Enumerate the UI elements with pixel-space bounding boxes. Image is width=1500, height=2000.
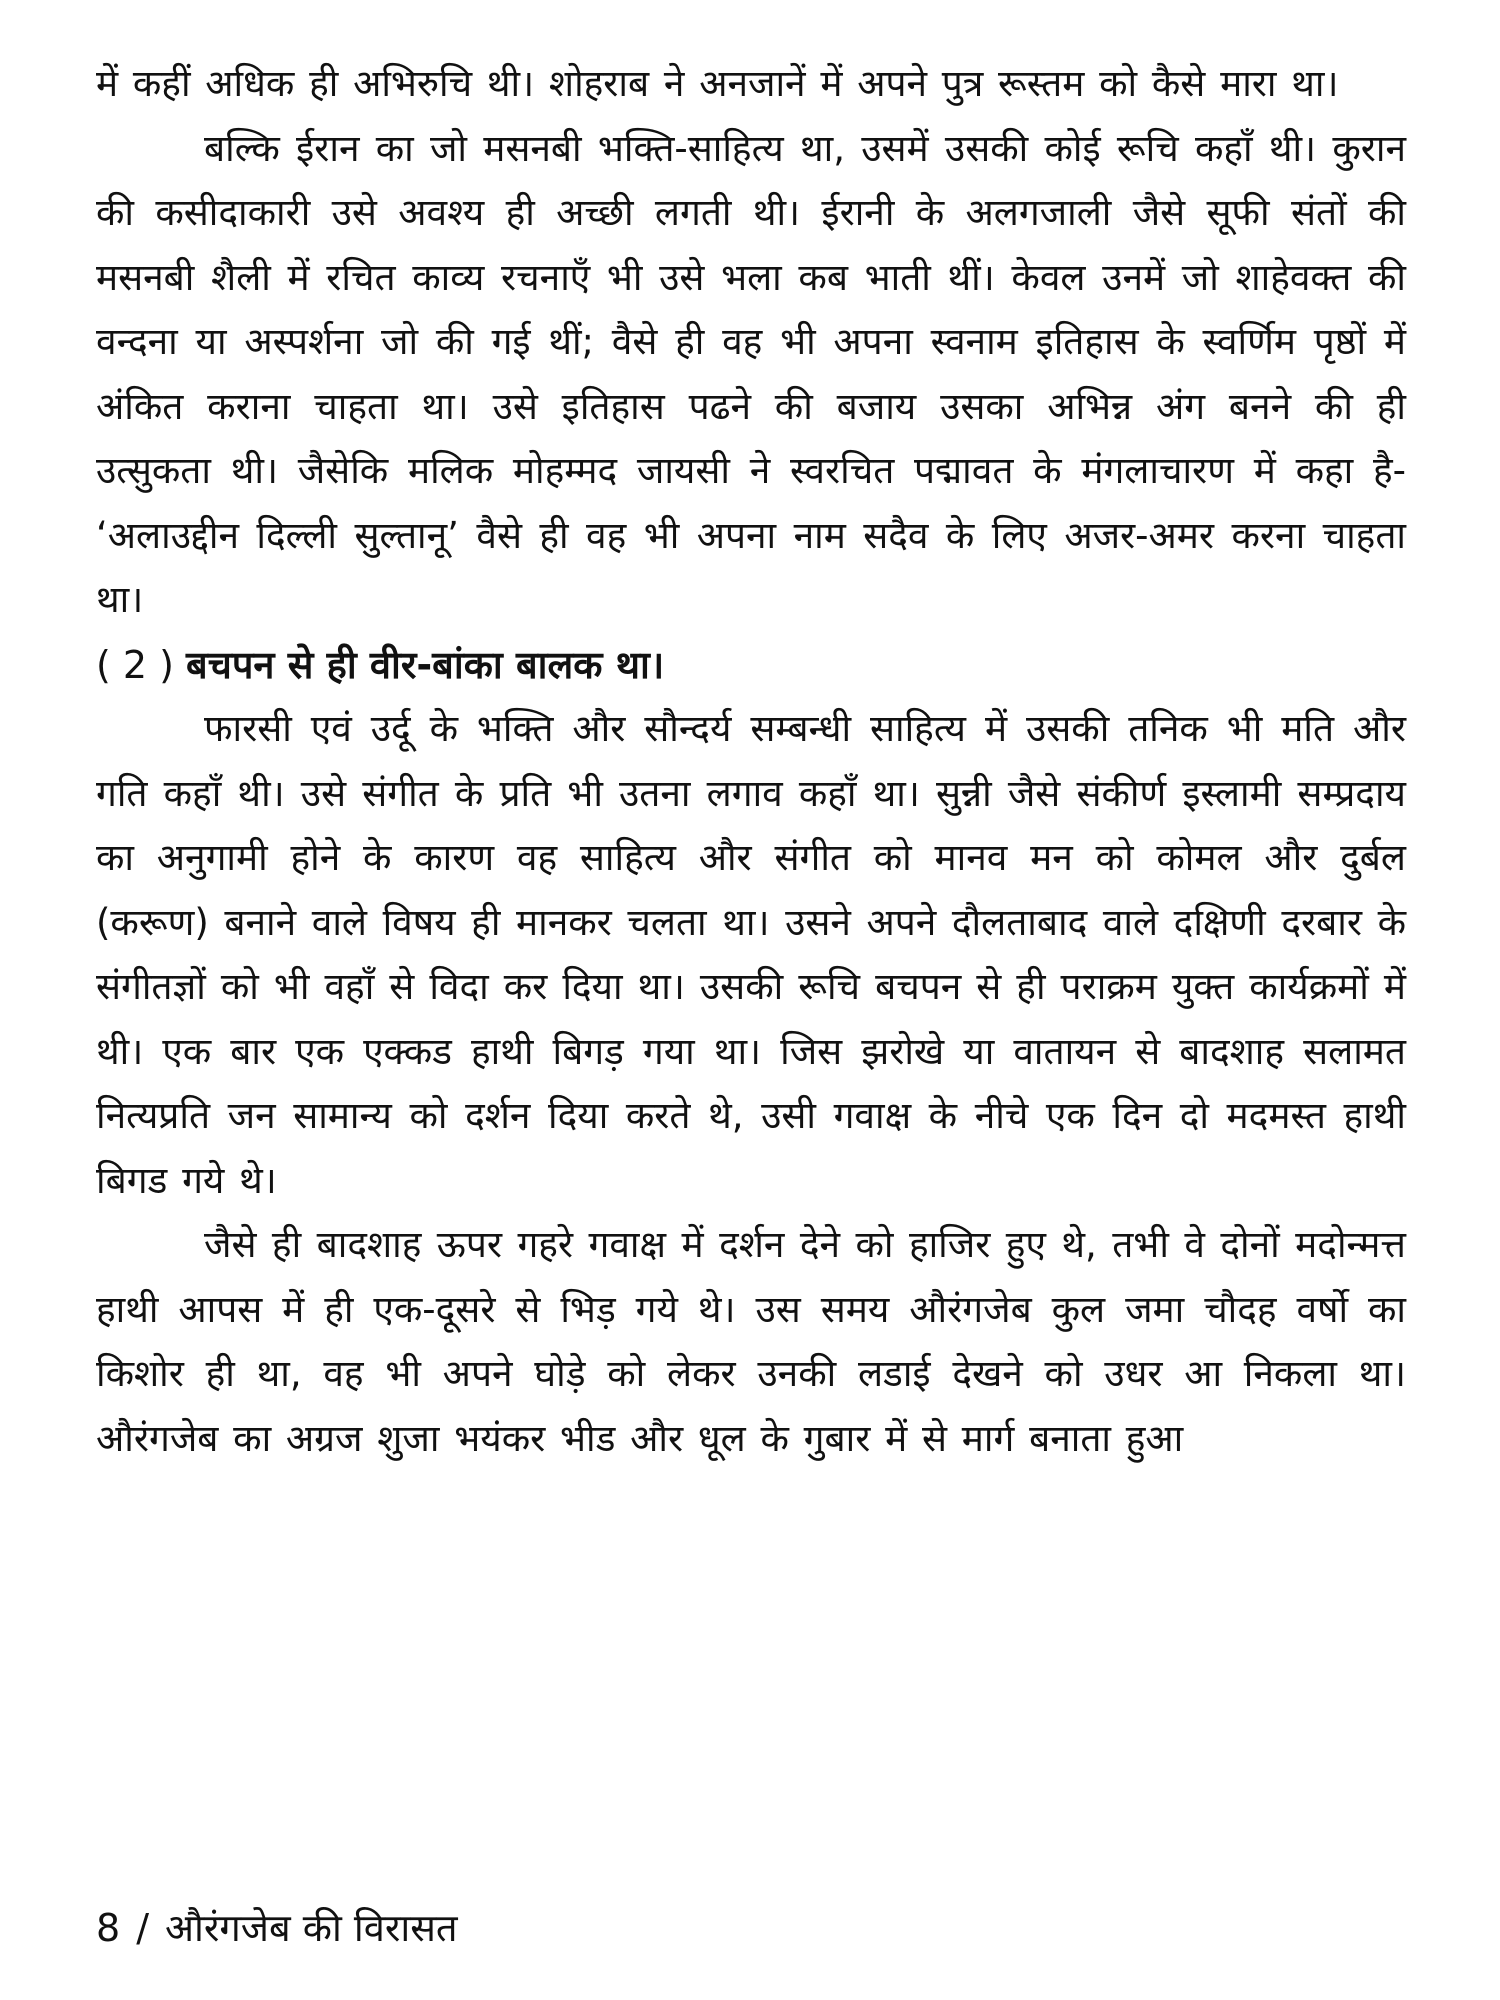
page-body	[96, 52, 1406, 1932]
paragraph-2: बल्कि ईरान का जो मसनबी भक्ति-साहित्य था, उसमें उसकी कोई रूचि कहाँ थी। कुरान की कसीदाकारी उसे अवश्य ही अच्छी लगती थी। ईरानी के अलगजाली जैसे सूफी संतों की मसनबी शैली में रचित काव्य रचनाएँ भी उसे भला कब भाती थीं। केवल उनमें जो शाहेवक्त की वन्दना या अस्पर्शना जो की गई थीं; वैसे ही वह भी अपना स्वनाम इतिहास के स्वर्णिम पृष्ठों में अंकित कराना चाहता था। उसे इतिहास पढने की बजाय उसका अभिन्न अंग बनने की ही उत्सुकता थी। जैसेकि मलिक मोहम्मद जायसी ने स्वरचित पद्मावत के मंगलाचारण में कहा है- ‘अलाउद्दीन दिल्ली सुल्तानू’ वैसे ही वह भी अपना नाम सदैव के लिए अजर-अमर करना चाहता था।	[96, 126, 1406, 621]
section-title: बचपन से ही वीर-बांका बालक था।	[186, 642, 665, 687]
footer-separator: /	[136, 1906, 149, 1950]
paragraph-1: में कहीं अधिक ही अभिरुचि थी। शोहराब ने अनजानें में अपने पुत्र रूस्तम को कैसे मारा था।	[96, 62, 1339, 105]
paragraph-4: जैसे ही बादशाह ऊपर गहरे गवाक्ष में दर्शन देने को हाजिर हुए थे, तभी वे दोनों मदोन्मत्त हाथी आपस में ही एक-दूसरे से भिड़ गये थे। उस समय औरंगजेब कुल जमा चौदह वर्षो का किशोर ही था, वह भी अपने घोड़े को लेकर उनकी लडाई देखने को उधर आ निकला था। औरंगजेब का अग्रज शुजा भयंकर भीड और धूल के गुबार में से मार्ग बनाता हुआ	[96, 1223, 1406, 1460]
paragraph-3: फारसी एवं उर्दू के भक्ति और सौन्दर्य सम्बन्धी साहित्य में उसकी तनिक भी मति और गति कहाँ थी। उसे संगीत के प्रति भी उतना लगाव कहाँ था। सुन्नी जैसे संकीर्ण इस्लामी सम्प्रदाय का अनुगामी होने के कारण वह साहित्य और संगीत को मानव मन को कोमल और दुर्बल (करूण) बनाने वाले विषय ही मानकर चलता था। उसने अपने दौलताबाद वाले दक्षिणी दरबार के संगीतज्ञों को भी वहाँ से विदा कर दिया था। उसकी रूचि बचपन से ही पराक्रम युक्त कार्यक्रमों में थी। एक बार एक एक्कड हाथी बिगड़ गया था। जिस झरोखे या वातायन से बादशाह सलामत नित्यप्रति जन सामान्य को दर्शन दिया करते थे, उसी गवाक्ष के नीचे एक दिन दो मदमस्त हाथी बिगड गये थे।	[96, 707, 1406, 1202]
section-heading	[96, 633, 1406, 698]
page-footer	[96, 1903, 458, 1953]
section-number: ( 2 )	[96, 642, 174, 687]
page-number: 8	[96, 1906, 121, 1950]
book-title: औरंगजेब की विरासत	[165, 1906, 458, 1950]
